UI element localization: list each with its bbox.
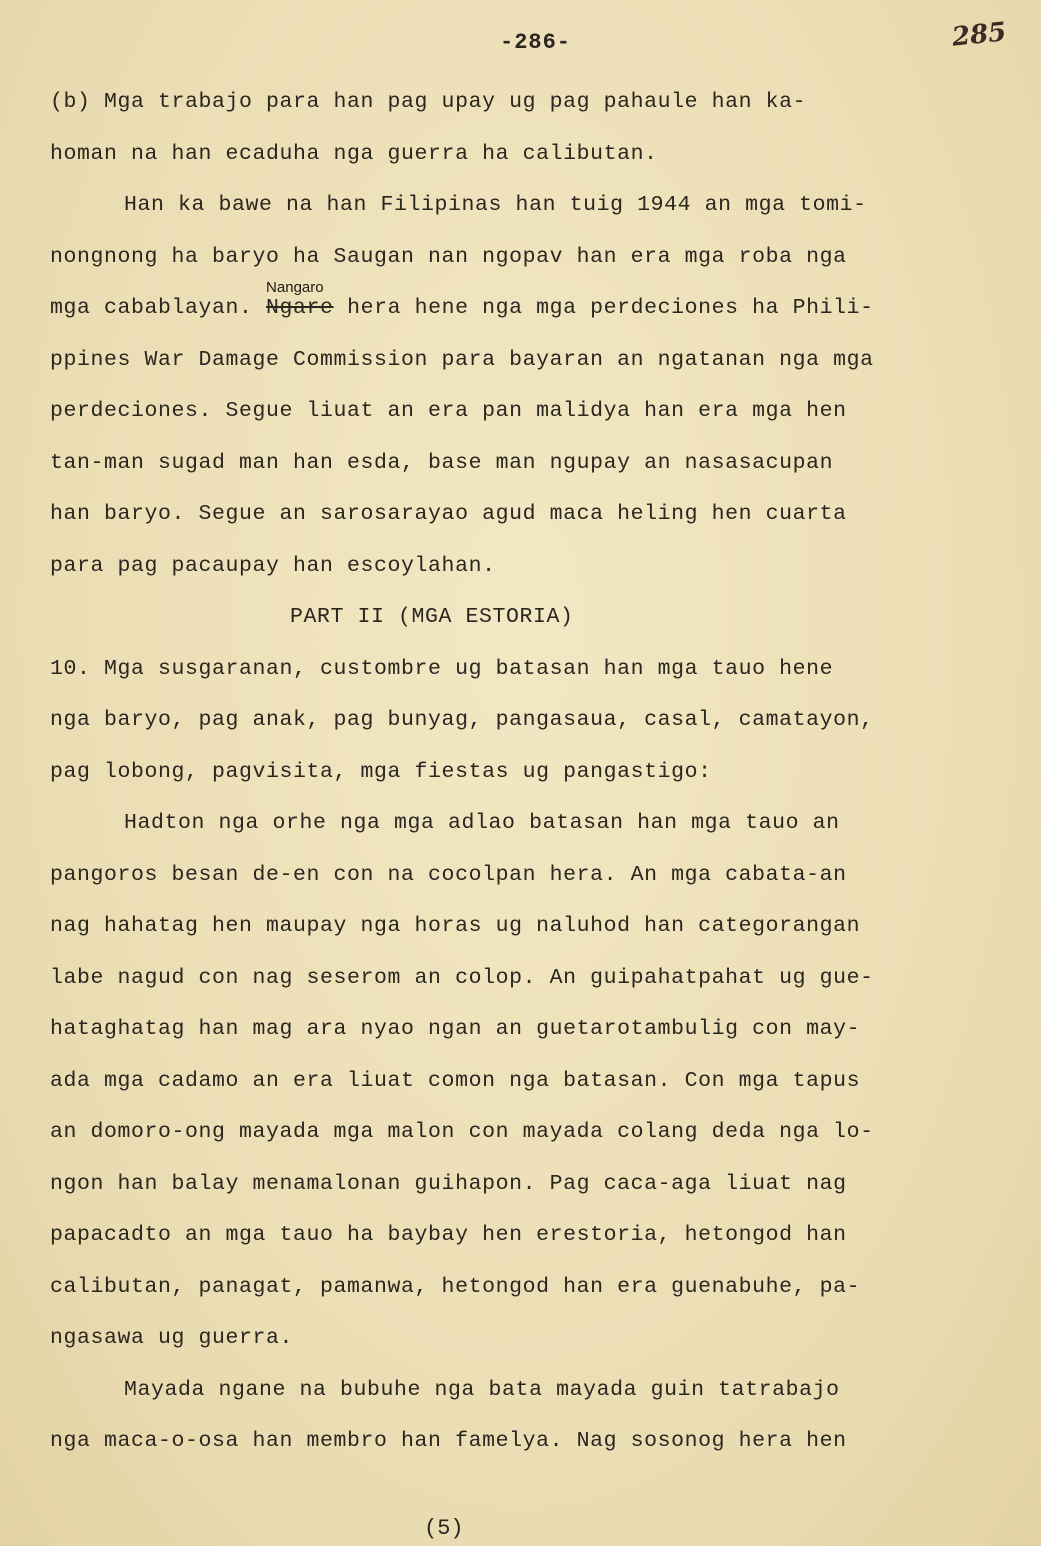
text-line: 10. Mga susgaranan, custombre ug batasan han mga tauo hene [50, 656, 834, 681]
text-line: han baryo. Segue an sarosarayao agud maca heling hen cuarta [50, 502, 847, 526]
text-line: labe nagud con nag seserom an colop. An guipahatpahat ug gue- [50, 965, 874, 990]
text-line: homan na han ecaduha nga guerra ha calibutan. [50, 141, 658, 166]
text-line: ngon han balay menamalonan guihapon. Pag caca-aga liuat nag [50, 1171, 847, 1196]
text-line: ngasawa ug guerra. [50, 1326, 294, 1350]
text-line: hataghatag han mag ara nyao ngan an guetarotambulig con may- [50, 1017, 861, 1041]
text-line: papacadto an mga tauo ha baybay hen erestoria, hetongod han [50, 1223, 847, 1247]
text-line: calibutan, panagat, pamanwa, hetongod han era guenabuhe, pa- [50, 1274, 861, 1299]
correction [266, 279, 334, 330]
footer-page-label: (5) [424, 1516, 464, 1541]
text-line: pangoros besan de-en con na cocolpan hera. An mga cabata-an [50, 862, 847, 887]
text-line: pag lobong, pagvisita, mga fiestas ug pangastigo: [50, 759, 712, 784]
text-line: an domoro-ong mayada mga malon con mayada colang deda nga lo- [50, 1120, 874, 1144]
typed-body [50, 80, 980, 1471]
text-line: ada mga cadamo an era liuat comon nga batasan. Con mga tapus [50, 1068, 861, 1093]
text-line: Hadton nga orhe nga mga adlao batasan han mga tauo an [124, 811, 840, 835]
text-line: nga baryo, pag anak, pag bunyag, pangasaua, casal, camatayon, [50, 708, 874, 732]
text-line: nga maca-o-osa han membro han famelya. Nag sosonog hera hen [50, 1429, 847, 1453]
text-line: tan-man sugad man han esda, base man ngupay an nasasacupan [50, 450, 834, 475]
text-line: nongnong ha baryo ha Saugan nan ngopav han era mga roba nga [50, 244, 847, 269]
line-fragment: mga cabablayan. [50, 296, 267, 320]
handwritten-page-number: 285 [950, 17, 1008, 53]
text-line: perdeciones. Segue liuat an era pan malidya han era mga hen [50, 399, 847, 423]
text-line: nag hahatag hen maupay nga horas ug naluhod han categorangan [50, 914, 861, 938]
inserted-word: Nangaro [266, 279, 324, 296]
section-heading: PART II (MGA ESTORIA) [290, 605, 574, 629]
text-line: para pag pacaupay han escoylahan. [50, 553, 496, 578]
struck-word: Ngare [266, 296, 334, 320]
text-line: ppines War Damage Commission para bayaran an ngatanan nga mga [50, 347, 874, 372]
text-line: Mayada ngane na bubuhe nga bata mayada guin tatrabajo [124, 1377, 840, 1402]
text-line: Han ka bawe na han Filipinas han tuig 1944 an mga tomi- [124, 193, 867, 217]
text-line-with-correction [50, 279, 980, 338]
page-number: -286- [500, 30, 572, 55]
line-fragment: hera hene nga mga perdeciones ha Phili- [333, 296, 874, 320]
text-line: (b) Mga trabajo para han pag upay ug pag pahaule han ka- [50, 90, 807, 114]
